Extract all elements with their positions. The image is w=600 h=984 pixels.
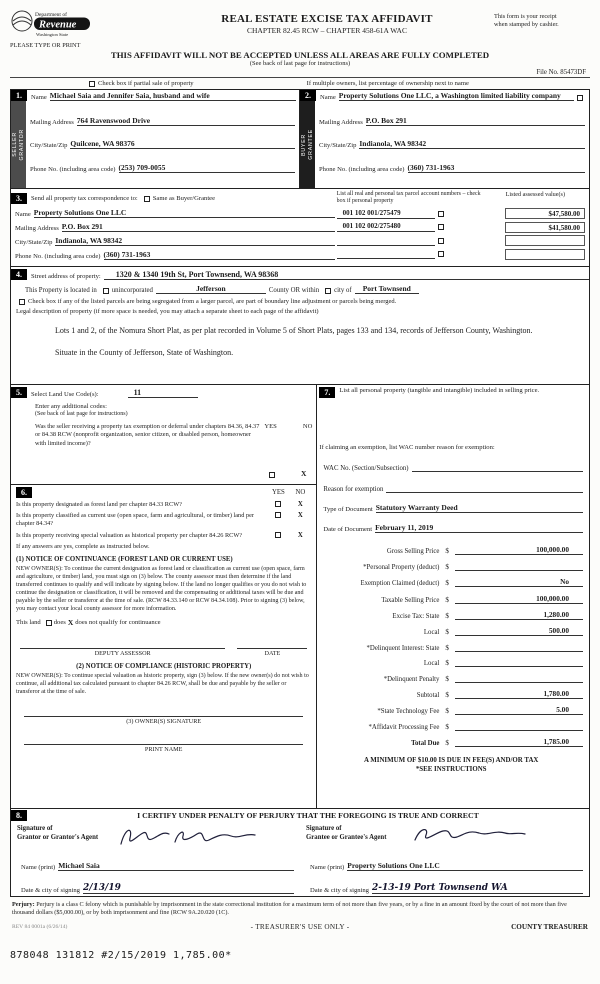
- tax-exemption-question: Was the seller receiving a property tax exemption or deferral under chapters 84.36, 84.37 or 84.38 RCW (nonprofit organization, senior citizen, or disabled person, homeowner with limited income)?: [35, 423, 260, 447]
- historical-property-question: Is this property receiving special valuation as historical property per chapter 84.26 RCW?: [16, 531, 243, 539]
- dollar-sign: $: [445, 611, 449, 620]
- dollar-sign: $: [445, 579, 449, 588]
- certify-text: I CERTIFY UNDER PENALTY OF PERJURY THAT THE FOREGOING IS TRUE AND CORRECT: [137, 811, 479, 820]
- delinquent-penalty-value[interactable]: [455, 674, 583, 683]
- partial-sale-label: Check box if partial sale of property: [98, 80, 194, 87]
- same-as-buyer-checkbox[interactable]: [144, 196, 150, 202]
- s3-phone-label: Phone No. (including area code): [15, 253, 101, 260]
- taxable-selling-price-value: 100,000.00: [455, 594, 583, 604]
- grantee-sig-label-2: Grantee or Grantee's Agent: [306, 834, 387, 842]
- seller-mailing-value: 764 Ravenswood Drive: [77, 116, 295, 126]
- s5-no-mark: X: [300, 469, 307, 478]
- personal-property-checkbox-3[interactable]: [438, 238, 444, 244]
- partial-sale-row: [10, 77, 590, 89]
- grantor-date-value: 2/13/19: [83, 883, 294, 894]
- delinquent-penalty-label: *Delinquent Penalty: [383, 675, 440, 683]
- gross-selling-price-value: 100,000.00: [455, 545, 583, 555]
- does-not-label: does not qualify for continuance: [75, 619, 161, 627]
- minimum-fee-note: A MINIMUM OF $10.00 IS DUE IN FEE(S) AND/OR TAX: [363, 757, 539, 765]
- reason-exemption-line[interactable]: [386, 485, 583, 493]
- section-7: [317, 385, 590, 809]
- seller-section: [10, 89, 300, 189]
- file-number: File No. 85473DF: [536, 69, 586, 76]
- parcel-number-2: 001 102 002/275480: [337, 222, 435, 232]
- assessed-value-1: $47,580.00: [505, 208, 585, 219]
- s6-q1-yes-checkbox[interactable]: [275, 501, 281, 507]
- s3-mailing-value: P.O. Box 291: [62, 222, 335, 232]
- receipt-note-line1: This form is your receipt: [494, 13, 557, 20]
- total-due-value: 1,785.00: [455, 737, 583, 747]
- parcel-row: [337, 249, 585, 260]
- subtotal-label: Subtotal: [416, 691, 440, 699]
- logo-state-text: Washington State: [36, 32, 69, 37]
- dollar-sign: $: [445, 628, 449, 637]
- s3-name-value: Property Solutions One LLC: [34, 208, 335, 218]
- header-left: [10, 8, 160, 49]
- subtotal-value: 1,780.00: [455, 689, 583, 699]
- see-back-note: (See back of last page for instructions): [249, 60, 351, 67]
- street-address-label: Street address of property:: [31, 273, 101, 280]
- segregated-checkbox[interactable]: [19, 299, 25, 305]
- lower-columns: [10, 385, 590, 809]
- doc-date-value: February 11, 2019: [375, 523, 583, 533]
- seller-grantor-side-label: [11, 101, 26, 188]
- s6-q2-yes-checkbox[interactable]: [275, 512, 281, 518]
- dollar-sign: $: [445, 690, 449, 699]
- exemption-claimed-label: Exemption Claimed (deduct): [360, 580, 440, 588]
- buyer-city-value: Indianola, WA 98342: [359, 139, 585, 149]
- section-2-number: 2.: [300, 90, 316, 101]
- taxable-selling-price-label: Taxable Selling Price: [381, 596, 440, 604]
- grantee-signature-area[interactable]: [306, 824, 583, 852]
- deputy-date-line[interactable]: [237, 641, 307, 649]
- s6-q3-no-mark: X: [297, 531, 303, 539]
- land-use-code-value: 11: [128, 388, 198, 398]
- grantor-name-label: Name (print): [21, 864, 56, 871]
- logo-dept-text: Department of: [35, 12, 67, 18]
- s6-q3-yes-checkbox[interactable]: [275, 532, 281, 538]
- assessed-value-3[interactable]: [505, 235, 585, 246]
- form-subtitle: CHAPTER 82.45 RCW – CHAPTER 458-61A WAC: [247, 26, 407, 35]
- s6-q1-no-mark: X: [297, 501, 303, 508]
- does-label: does: [53, 619, 66, 627]
- current-use-question: Is this property classified as current use (open space, farm and agricultural, or timber) land per chapter 84.34?: [16, 512, 254, 528]
- s5-yes-header: YES: [264, 423, 277, 430]
- seller-name-label: Name: [31, 94, 47, 101]
- wac-number-line[interactable]: [412, 464, 583, 472]
- s6-no-header: NO: [295, 489, 306, 496]
- parcel-row: [337, 235, 585, 246]
- treasurer-line: [10, 923, 590, 934]
- dollar-sign: $: [445, 562, 449, 571]
- buyer-phone-value: (360) 731-1963: [408, 163, 585, 173]
- grantee-signature: [411, 824, 551, 850]
- seller-mailing-label: Mailing Address: [30, 118, 74, 126]
- buyer-section: [300, 89, 590, 189]
- if-yes-note: If any answers are yes, complete as instructed below.: [16, 542, 150, 550]
- personal-property-deduct-value[interactable]: [455, 562, 583, 571]
- seller-name-value: Michael Saia and Jennifer Saia, husband and wife: [50, 91, 296, 101]
- personal-property-deduct-label: *Personal Property (deduct): [363, 563, 440, 571]
- receipt-note: [494, 8, 590, 29]
- excise-tax-local-value: 500.00: [455, 626, 583, 636]
- grantor-signature-block: [11, 821, 300, 896]
- doc-type-value: Statutory Warranty Deed: [376, 503, 583, 513]
- section-3: [10, 189, 590, 267]
- excise-tax-local-label: Local: [423, 629, 440, 637]
- form-header: [10, 8, 590, 50]
- parcel-number-3[interactable]: [337, 236, 435, 246]
- dollar-sign: $: [445, 659, 449, 668]
- state-technology-fee-value: 5.00: [455, 705, 583, 715]
- seller-city-value: Quilcene, WA 98376: [70, 139, 295, 149]
- section-3-number: 3.: [11, 193, 27, 204]
- grantor-signature-area[interactable]: [17, 824, 294, 852]
- parcel-list-header: List all real and personal tax parcel account numbers – check box if personal property: [336, 191, 481, 205]
- section-4: [10, 267, 590, 385]
- s3-name-label: Name: [15, 211, 31, 218]
- reason-exemption-label: Reason for exemption: [323, 486, 384, 493]
- grantee-word: GRANTEE: [308, 129, 314, 160]
- perjury-bold-label: Perjury:: [12, 901, 35, 908]
- delinquent-interest-local-label: Local: [423, 660, 440, 668]
- assessed-value-header: Listed assessed value(s): [505, 191, 566, 198]
- perjury-text: Perjury is a class C felony which is punishable by imprisonment in the state correctional institution for a maximum term of not more than five years, or by a fine in an amount fixed by the court of not more than five thousand dollars ($5,000.00), or by both imprisonment and fine (RCW 9A.20.020 (1C).: [12, 901, 567, 917]
- section-8-number: 8.: [11, 810, 27, 821]
- personal-property-label: List all personal property (tangible and intangible) included in selling price.: [339, 387, 540, 394]
- print-name-line[interactable]: [24, 737, 303, 745]
- grantee-date-value: 2-13-19 Port Townsend WA: [372, 883, 583, 894]
- money-rows: [319, 539, 583, 747]
- total-due-label: Total Due: [411, 740, 440, 748]
- wac-number-label: WAC No. (Section/Subsection): [323, 465, 409, 472]
- buyer-word: BUYER: [301, 133, 307, 156]
- city-checkbox[interactable]: [325, 288, 331, 294]
- dollar-sign: $: [445, 722, 449, 731]
- personal-property-blank-area[interactable]: [319, 398, 583, 442]
- header-center: [160, 8, 494, 35]
- additional-codes-label: Enter any additional codes:: [35, 403, 107, 410]
- parties-row: [10, 89, 590, 189]
- gross-selling-price-label: Gross Selling Price: [386, 548, 440, 556]
- logo-name-text: Revenue: [39, 19, 77, 31]
- dollar-sign: $: [445, 674, 449, 683]
- does-not-mark: X: [67, 618, 74, 628]
- grantee-sig-label-1: Signature of: [306, 825, 342, 832]
- affidavit-processing-fee-value[interactable]: [455, 722, 583, 731]
- excise-tax-state-value: 1,280.00: [455, 610, 583, 620]
- s6-q2-no-mark: X: [297, 512, 303, 520]
- receipt-note-line2: when stamped by cashier.: [494, 21, 559, 29]
- continuance-text: NEW OWNER(S): To continue the current designation as forest land or classification as current use (open space, farm and agriculture, or timber) land, you must sign on (3) below. The county assessor must then determine if the land transferred continues to qualify and will indicate by signing below. If the land no longer qualifies or you do not wish to continue the designation or classification, it will be removed and the compensating or additional taxes will be due and payable by the seller or transferor at the time of sale. (RCW 84.33.140 or RCW 84.34.108). Prior to signing (3) below, you may contact your local county assessor for more information.: [16, 565, 307, 613]
- located-label: This Property is located in: [25, 287, 97, 294]
- excise-tax-state-label: Excise Tax: State: [392, 612, 440, 620]
- see-instructions-note: *SEE INSTRUCTIONS: [415, 766, 487, 774]
- unincorporated-label: unincorporated: [111, 287, 153, 294]
- section-5-number: 5.: [11, 387, 27, 398]
- grantor-date-label: Date & city of signing: [21, 887, 80, 894]
- grantee-name-value: Property Solutions One LLC: [347, 861, 583, 871]
- grantee-date-label: Date & city of signing: [310, 887, 369, 894]
- parcel-row: [337, 222, 585, 233]
- continuance-qualify-row: [16, 618, 311, 627]
- county-treasurer-label: COUNTY TREASURER: [511, 923, 588, 932]
- compliance-text: NEW OWNER(S): To continue special valuation as historic property, sign (3) below. If the new owner(s) do not wish to continue, all additional tax calculated pursuant to chapter 84.26 RCW, shall be due and payable by the seller or transferor at the time of sale.: [16, 673, 309, 696]
- print-name-label: PRINT NAME: [144, 745, 183, 753]
- assessed-value-4[interactable]: [505, 249, 585, 260]
- delinquent-interest-state-label: *Delinquent Interest: State: [366, 644, 440, 652]
- seller-word: SELLER: [12, 132, 18, 157]
- situate-text: Situate in the County of Jefferson, State of Washington.: [55, 348, 234, 358]
- dollar-sign: $: [445, 547, 449, 556]
- owner-signature-label: (3) OWNER(S) SIGNATURE: [126, 717, 202, 725]
- grantee-name-label: Name (print): [310, 864, 345, 871]
- send-correspondence-label: Send all property tax correspondence to:: [31, 195, 138, 202]
- county-value: Jefferson: [156, 284, 266, 294]
- partial-sale-checkbox[interactable]: [89, 81, 95, 87]
- personal-property-checkbox-4[interactable]: [438, 251, 444, 257]
- cashier-stamp: 878048 131812 #2/15/2019 1,785.00*: [10, 950, 232, 962]
- does-qualify-checkbox[interactable]: [46, 620, 52, 626]
- assessed-value-2: $41,580.00: [505, 222, 585, 233]
- parcel-number-1: 001 102 001/275479: [337, 209, 435, 219]
- street-address-value: 1320 & 1340 19th St, Port Townsend, WA 98368: [104, 270, 589, 280]
- perjury-notice: [10, 901, 590, 917]
- form-title: REAL ESTATE EXCISE TAX AFFIDAVIT: [221, 13, 433, 25]
- warning-text: THIS AFFIDAVIT WILL NOT BE ACCEPTED UNLESS ALL AREAS ARE FULLY COMPLETED: [110, 50, 490, 60]
- buyer-mailing-value: P.O. Box 291: [366, 116, 585, 126]
- grantor-name-value: Michael Saia: [58, 861, 294, 871]
- seller-city-label: City/State/Zip: [30, 142, 68, 149]
- grantor-signature: [117, 824, 277, 850]
- parcel-row: [337, 208, 585, 219]
- same-as-buyer-label: Same as Buyer/Grantee: [152, 195, 216, 202]
- deputy-assessor-label: DEPUTY ASSESSOR: [94, 650, 151, 658]
- buyer-phone-label: Phone No. (including area code): [319, 165, 405, 173]
- doc-date-label: Date of Document: [323, 526, 373, 533]
- dor-logo: [10, 8, 120, 38]
- segregated-label: Check box if any of the listed parcels are being segregated from a larger parcel, are part of boundary line adjustment or parcels being merged.: [28, 298, 397, 305]
- s3-city-label: City/State/Zip: [15, 239, 53, 246]
- county-or-label: County OR within: [268, 287, 320, 294]
- s5-yes-checkbox[interactable]: [269, 472, 275, 478]
- dollar-sign: $: [445, 707, 449, 716]
- compliance-title: (2) NOTICE OF COMPLIANCE (HISTORIC PROPERTY): [76, 663, 252, 671]
- state-technology-fee-label: *State Technology Fee: [377, 708, 440, 716]
- city-value: Port Townsend: [355, 284, 419, 294]
- additional-codes-note: (See back of last page for instructions): [35, 411, 128, 417]
- seller-phone-label: Phone No. (including area code): [30, 165, 116, 173]
- seller-phone-value: (253) 709-0055: [119, 163, 295, 173]
- section-7-number: 7.: [319, 387, 335, 398]
- this-land-label: This land: [16, 619, 41, 627]
- delinquent-interest-state-value[interactable]: [455, 643, 583, 652]
- s3-mailing-label: Mailing Address: [15, 225, 59, 232]
- unincorporated-checkbox[interactable]: [103, 288, 109, 294]
- please-type-label: PLEASE TYPE OR PRINT: [10, 42, 81, 49]
- buyer-city-label: City/State/Zip: [319, 142, 357, 149]
- dollar-sign: $: [445, 739, 449, 748]
- claiming-exemption-label: If claiming an exemption, list WAC number reason for exemption:: [319, 444, 495, 451]
- grantor-sig-label-1: Signature of: [17, 825, 53, 832]
- dollar-sign: $: [445, 595, 449, 604]
- doc-type-label: Type of Document: [323, 506, 373, 513]
- s3-city-value: Indianola, WA 98342: [55, 236, 334, 246]
- section-6-number: 6.: [16, 487, 32, 498]
- grantor-word: GRANTOR: [19, 128, 25, 161]
- legal-description-label: Legal description of property (if more space is needed, you may attach a separate sheet to each page of the affidavit): [16, 308, 319, 315]
- section-8: [10, 809, 590, 897]
- land-use-label: Select Land Use Code(s):: [31, 391, 99, 398]
- affidavit-processing-fee-label: *Affidavit Processing Fee: [368, 723, 440, 731]
- buyer-grantee-side-label: [300, 101, 315, 188]
- property-location-row: [11, 284, 589, 294]
- section-4-number: 4.: [11, 269, 27, 280]
- section-5: [10, 385, 317, 485]
- parcel-number-4[interactable]: [337, 249, 435, 259]
- buyer-name-value: Property Solutions One LLC, a Washington limited liability company: [339, 91, 574, 101]
- deputy-assessor-signature-line[interactable]: [20, 641, 225, 649]
- deputy-date-label: DATE: [264, 650, 281, 658]
- grantor-sig-label-2: Grantor or Grantor's Agent: [17, 834, 99, 842]
- personal-property-checkbox-1[interactable]: [438, 211, 444, 217]
- form-number: REV 84 0001a (6/26/14): [12, 924, 68, 931]
- city-of-label: city of: [334, 287, 352, 294]
- buyer-mailing-label: Mailing Address: [319, 118, 363, 126]
- buyer-name-label: Name: [320, 94, 336, 101]
- dollar-sign: $: [445, 643, 449, 652]
- s6-yes-header: YES: [271, 489, 285, 496]
- multiple-owners-label: If multiple owners, list percentage of ownership next to name: [306, 80, 469, 87]
- personal-property-checkbox-2[interactable]: [438, 224, 444, 230]
- forest-land-question: Is this property designated as forest land per chapter 84.33 RCW?: [16, 501, 182, 508]
- continuance-title: (1) NOTICE OF CONTINUANCE (FOREST LAND OR CURRENT USE): [16, 555, 233, 563]
- section-6: [10, 485, 317, 809]
- legal-description-text: Lots 1 and 2, of the Nomura Short Plat, as per plat recorded in Volume 5 of Short Plats, pages 133 and 134, records of Jefferson County, Washington.: [55, 326, 533, 335]
- s3-phone-value: (360) 731-1963: [104, 250, 335, 260]
- delinquent-interest-local-value[interactable]: [455, 658, 583, 667]
- s5-no-header: NO: [302, 423, 313, 430]
- exemption-claimed-value: No: [455, 577, 583, 587]
- grantee-signature-block: [300, 821, 589, 896]
- section-1-number: 1.: [11, 90, 27, 101]
- owner-signature-line[interactable]: [24, 709, 303, 717]
- treasurer-use-label: - TREASURER'S USE ONLY -: [250, 923, 350, 932]
